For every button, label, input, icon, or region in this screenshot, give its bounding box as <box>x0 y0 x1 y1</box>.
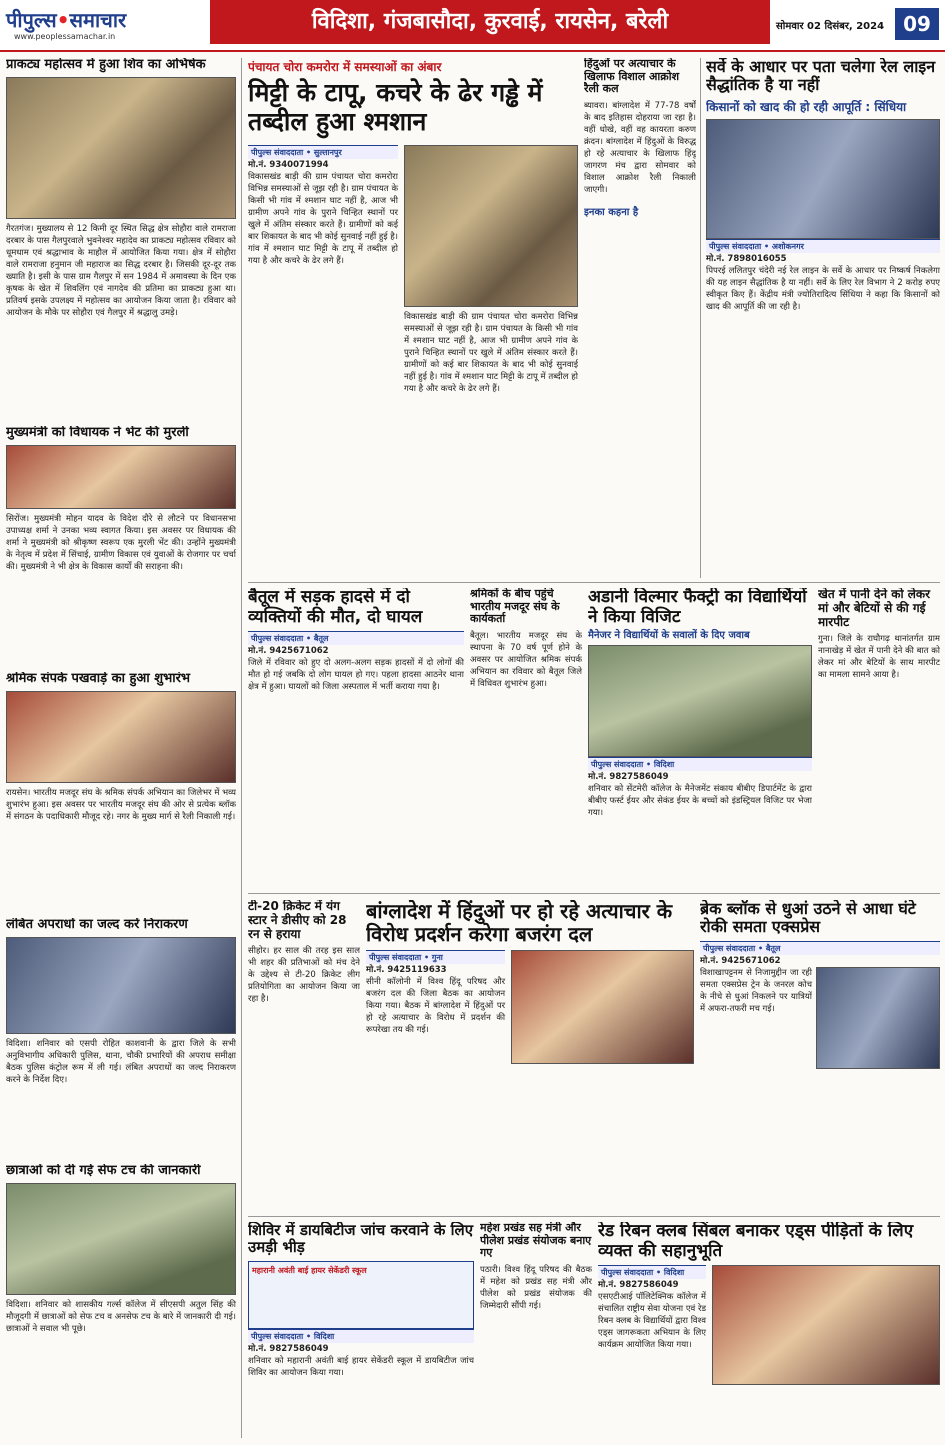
mobile-number: मो.नं. 9425671062 <box>248 646 329 657</box>
photo-classroom <box>6 1183 236 1295</box>
photo-ceremony <box>6 77 236 219</box>
logo-left: पीपुल्स <box>6 8 57 32</box>
article-rail-survey <box>706 58 940 578</box>
article-body: बैतूल। भारतीय मजदूर संघ के स्थापना के 70 वर्ष पूर्ण होने के अवसर पर आयोजित श्रमिक संपर्क अभियान का रविवार को बैतूल जिले में विधिवत शुभारंभ हुआ। <box>470 630 582 689</box>
column-rule <box>700 58 701 578</box>
article-body: विदिशा। शनिवार को एसपी रोहित काशवानी के द्वारा जिले के सभी अनुविभागीय अधिकारी पुलिस, थाना, चौकी प्रभारियों की अपराध समीक्षा बैठक पुलिस कंट्रोल रूम में ली गई। लंबित अपराधों का जल्द निराकरण करने के निर्देश दिए। <box>6 1038 236 1085</box>
photo-students <box>588 645 812 757</box>
headline: सर्वे के आधार पर पता चलेगा रेल लाइन सैद्धांतिक है या नहीं <box>706 58 936 95</box>
article-diabetes-camp <box>248 1222 474 1440</box>
headline: हिंदुओं पर अत्याचार के खिलाफ विशाल आक्रोश रैली कल <box>584 58 680 96</box>
photo-police-meeting <box>6 937 236 1034</box>
article-body: रायसेन। भारतीय मजदूर संघ के श्रमिक संपर्क अभियान का जिलेभर में भव्य शुभारंभ हुआ। इस अवसर पर भारतीय मजदूर संघ की ओर से प्रत्येक ब्लॉक में संगठन के पदाधिकारी मौजूद रहे। नगर के मुख्य मार्ग से रैली निकाली गई। <box>6 787 236 822</box>
byline: पीपुल्स संवाददाता • विदिशा <box>248 1329 474 1343</box>
headline: मिट्टी के टापू, कचरे के ढेर गड्ढे में तब्दील हुआ श्मशान <box>248 78 543 136</box>
article-body: शनिवार को सेंटमेरी कॉलेज के मैनेजमेंट संकाय बीबीए डिपार्टमेंट के द्वारा बीबीए फर्स्ट ईयर और सेकंड ईयर के बच्चों को इंडस्ट्रियल विजिट पर भेजा गया। <box>588 784 812 819</box>
byline: पीपुल्स संवाददाता • बैतूल <box>700 941 940 955</box>
article-body: गुना। जिले के राघौगढ़ थानांतर्गत ग्राम नानाखेड़ में खेत में पानी देने की बात को लेकर मां और बेटियों के साथ मारपीट का मामला सामने आया है। <box>818 634 940 681</box>
article-body: पिपरई ललितपुर चंदेरी नई रेल लाइन के सर्वे के आधार पर निष्कर्ष निकलेगा की यह लाइन सैद्धांतिक है या नहीं। सर्वे के लिए रेल विभाग ने 2 करोड़ रुपए स्वीकृत किए हैं। केंद्रीय मंत्री ज्योतिरादित्य सिंधिया ने कहा कि किसानों को खाद की आपूर्ति की जा रही है। <box>706 265 940 312</box>
mobile-number: मो.नं. 7898016055 <box>706 253 787 264</box>
byline: पीपुल्स संवाददाता • विदिशा <box>598 1265 706 1279</box>
photo-train <box>816 967 940 1069</box>
headline: मुख्यमंत्री को विधायक ने भेंट की मुरली <box>6 426 189 440</box>
mobile-number: मो.नं. 9425671062 <box>700 955 781 966</box>
newspaper-logo <box>6 6 126 33</box>
mobile-number: मो.नं. 9340071994 <box>248 159 329 170</box>
headline: श्रमिक संपर्क पखवाड़े का हुआ शुभारंभ <box>6 672 191 686</box>
masthead <box>0 0 945 52</box>
page-number: 09 <box>895 8 939 40</box>
article-prakhand <box>480 1222 592 1440</box>
article-body: ब्यावरा। बांग्लादेश में 77-78 वर्षों के बाद इतिहास दोहराया जा रहा है। वहीं धोखे, वहीं वह कायरता करुण क्रंदन। बांग्लादेश में हिंदुओं के विरुद्ध हो रहे अत्याचार के खिलाफ हिंदू जागरण मंच द्वारा सोमवार को विशाल आक्रोश रैली निकाली जाएगी। <box>584 100 696 195</box>
banner-text: महारानी अवंती बाई हायर सेकेंडरी स्कूल <box>252 1265 367 1275</box>
article-adani-visit <box>588 588 812 888</box>
article-bms-karyakarta <box>470 588 582 888</box>
photo-shamshan <box>404 145 578 307</box>
site-url: www.peoplessamachar.in <box>14 32 116 41</box>
headline: रेड रिबन क्लब सिंबल बनाकर एड्स पीड़ितों के लिए व्यक्त की सहानुभूति <box>598 1222 914 1261</box>
article-red-ribbon <box>598 1222 940 1440</box>
article-body: सीनी कॉलोनी में विश्व हिंदू परिषद और बजरंग दल की जिला बैठक का आयोजन किया गया। बैठक में बांग्लादेश में हिंदुओं पर हो रहे अत्याचार के विरोध में प्रदर्शन की रूपरेखा तय की गई। <box>366 977 506 1035</box>
issue-date: सोमवार 02 दिसंबर, 2024 <box>776 21 885 32</box>
headline: छात्राओं को दी गई सेफ टच की जानकारी <box>6 1164 201 1178</box>
photo-scindia <box>706 119 940 239</box>
edition-band: विदिशा, गंजबासौदा, कुरवाई, रायसेन, बरेली <box>210 0 770 44</box>
column-rule <box>241 58 242 1438</box>
row-rule <box>248 893 940 894</box>
headline: ब्रेक ब्लॉक से धुआं उठने से आधा घंटे रोकी समता एक्सप्रेस <box>700 900 916 937</box>
photo-red-ribbon <box>712 1265 940 1385</box>
article-body: पठारी। विश्व हिंदू परिषद की बैठक में महेश को प्रखंड सह मंत्री और पीलेश को प्रखंड संयोजक की जिम्मेदारी सौंपी गई। <box>480 1264 592 1311</box>
article-betul-accident <box>248 588 464 888</box>
article-body: विकासखंड बाड़ी की ग्राम पंचायत चोरा कमरोरा विभिन्न समस्याओं से जूझ रही है। ग्राम पंचायत के किसी भी गांव में श्मशान घाट नहीं है, आज भी ग्रामीण अपने गांव के पुराने चिन्हित स्थानों पर खुले में अंतिम संस्कार करते हैं। ग्रामीणों को कई बार शिकायत के बाद भी कोई सुनवाई नहीं हुई है। गांव में श्मशान घाट मिट्टी के टापू में तब्दील हो गया है और कचरे के ढेर लगे हैं। <box>248 171 398 266</box>
article-t20 <box>248 900 360 1212</box>
note-heading: इनका कहना है <box>584 206 639 218</box>
article-body: विशाखापट्टनम से निजामुद्दीन जा रही समता एक्सप्रेस ट्रेन के जनरल कोच के नीचे से धुआं निकलने पर यात्रियों में अफरा-तफरी मच गई। <box>700 967 812 1014</box>
byline: पीपुल्स संवाददाता • विदिशा <box>588 757 812 771</box>
logo-dot: • <box>56 8 70 32</box>
byline: पीपुल्स संवाददाता • अशोकनगर <box>706 239 940 253</box>
article-shramik-sampark <box>6 672 236 912</box>
headline: महेश प्रखंड सह मंत्री और पीलेश प्रखंड संयोजक बनाए गए <box>480 1222 592 1260</box>
logo-right: समाचार <box>69 8 127 32</box>
article-shiv-abhishek <box>6 58 236 420</box>
byline: पीपुल्स संवाददाता • सुल्तानपुर <box>248 145 398 159</box>
article-marpeet <box>818 588 940 888</box>
headline: लंबित अपराधों का जल्द करें निराकरण <box>6 918 188 932</box>
photo-diabetes-camp <box>248 1261 474 1329</box>
kicker: पंचायत चोरा कमरोरा में समस्याओं का अंबार <box>248 60 442 74</box>
mobile-number: मो.नं. 9425119633 <box>366 965 447 975</box>
headline: टी-20 क्रिकेट में यंग स्टार ने डीसीए को 28 रन से हराया <box>248 900 347 941</box>
headline: श्रमिकों के बीच पहुंचे भारतीय मजदूर संघ के कार्यकर्ता <box>470 588 560 626</box>
row-rule <box>248 582 940 583</box>
subheadline: मैनेजर ने विद्यार्थियों के सवालों के दिए जवाब <box>588 630 750 642</box>
article-samta-express <box>700 900 940 1212</box>
headline: बैतूल में सड़क हादसे में दो व्यक्तियों की मौत, दो घायल <box>248 588 423 627</box>
article-body: सिरोंज। मुख्यमंत्री मोहन यादव के विदेश दौरे से लौटने पर विधानसभा उपाध्यक्ष शर्मा ने उनका भव्य स्वागत किया। इस अवसर पर विधायक की शर्मा ने मुख्यमंत्री को श्रीकृष्ण स्वरूप एक मुरली भेंट की। उन्होंने मुख्यमंत्री के नेतृत्व में प्रदेश में सिंचाई, ग्रामीण विकास एवं युवाओं के रोजगार पर चर्चा की। मुख्यमंत्री ने भी क्षेत्र के विकास कार्यों की सराहना की। <box>6 513 236 572</box>
article-body: एसएटीआई पॉलिटेक्निक कॉलेज में संचालित राष्ट्रीय सेवा योजना एवं रेड रिबन क्लब के विद्यार्थियों द्वारा विश्व एड्स जागरूकता अभियान के लिए कार्यक्रम आयोजित किया गया। <box>598 1292 706 1351</box>
article-body: जिले में रविवार को हुए दो अलग-अलग सड़क हादसों में दो लोगों की मौत हो गई जबकि दो लोग घायल हो गए। पहला हादसा आठनेर थाना क्षेत्र में हुआ। घायलों को जिला अस्पताल में भर्ती कराया गया है। <box>248 658 464 693</box>
row-rule <box>248 1216 940 1217</box>
mobile-number: मो.नं. 9827586049 <box>248 1343 329 1354</box>
mobile-number: मो.नं. 9827586049 <box>598 1280 679 1291</box>
byline: पीपुल्स संवाददाता • बैतूल <box>248 631 464 645</box>
photo-cm-murli <box>6 445 236 509</box>
headline: अडानी विल्मार फैक्ट्री का विद्यार्थियों ने किया विजिट <box>588 588 807 627</box>
headline: प्राकट्य महोत्सव में हुआ शिव का अभिषेक <box>6 58 206 72</box>
article-bajrang-dal <box>366 900 694 1212</box>
subheadline: किसानों को खाद की हो रही आपूर्ति : सिंधिया <box>706 99 907 114</box>
article-body: विदिशा। शनिवार को शासकीय गर्ल्स कॉलेज में सीएसपी अतुल सिंह की मौजूदगी में छात्राओं को सेफ टच व अनसेफ टच के बारे में जानकारी दी गई। छात्राओं ने सवाल भी पूछे। <box>6 1299 236 1334</box>
headline: बांग्लादेश में हिंदुओं पर हो रहे अत्याचार के विरोध प्रदर्शन करेगा बजरंग दल <box>366 900 673 946</box>
byline: पीपुल्स संवाददाता • गुना <box>366 950 505 964</box>
article-safe-touch <box>6 1164 236 1440</box>
photo-meeting <box>511 950 694 1064</box>
article-body: शनिवार को महारानी अवंती बाई हायर सेकेंडरी स्कूल में डायबिटीज जांच शिविर का आयोजन किया गया। <box>248 1355 474 1378</box>
headline: खेत में पानी देने को लेकर मां और बेटियों से की गई मारपीट <box>818 588 931 629</box>
article-body-continued: विकासखंड बाड़ी की ग्राम पंचायत चोरा कमरोरा विभिन्न समस्याओं से जूझ रही है। ग्राम पंचायत के किसी भी गांव में श्मशान घाट नहीं है, आज भी ग्रामीण अपने गांव के पुराने चिन्हित स्थानों पर खुले में अंतिम संस्कार करते हैं। ग्रामीणों को कई बार शिकायत के बाद भी कोई सुनवाई नहीं हुई है। गांव में श्मशान घाट मिट्टी के टापू में तब्दील हो गया है और कचरे के ढेर लगे हैं। <box>404 311 578 394</box>
article-shamshan <box>248 58 578 578</box>
mobile-number: मो.नं. 9827586049 <box>588 772 669 783</box>
article-body: गैरतगंज। मुख्यालय से 12 किमी दूर स्थित सिद्ध क्षेत्र सोहौरा वाले रामराजा दरबार के पास गैलपुरवाले भुवनेश्वर महादेव का प्राकट्य महोत्सव रविवार को धूमधाम एवं श्रद्धाभाव के माहौल में आयोजित किया गया। क्षेत्र में सोहौरा वाले रामराजा हनुमान जी महाराज का सिद्ध दरबार है। जिसकी दूर-दूर तक ख्याति है। इसी के पास ग्राम गैलपुर में सन 1984 में अमावस्या के दिन एक कृषक के खेत में शिवलिंग एवं नागदेव की प्रतिमा का प्राकट्य हुआ था। प्रतिवर्ष इसके उपलक्ष्य में महोत्सव का आयोजन किया जाता है। रविवार को आयोजन के मौके पर सोहौरा एवं गैलपुर में श्रद्धालु उमड़े। <box>6 223 236 318</box>
article-lambit-apradh <box>6 918 236 1158</box>
photo-rally <box>6 691 236 783</box>
article-body: सीहोर। हर साल की तरह इस साल भी शहर की प्रतिभाओं को मंच देने के उद्देश्य से टी-20 क्रिकेट लीग प्रतियोगिता का आयोजन किया जा रहा है। <box>248 946 360 1005</box>
article-aakrosh-rally <box>584 58 696 578</box>
article-murli <box>6 426 236 666</box>
headline: शिविर में डायबिटीज जांच करवाने के लिए उमड़ी भीड़ <box>248 1222 473 1257</box>
